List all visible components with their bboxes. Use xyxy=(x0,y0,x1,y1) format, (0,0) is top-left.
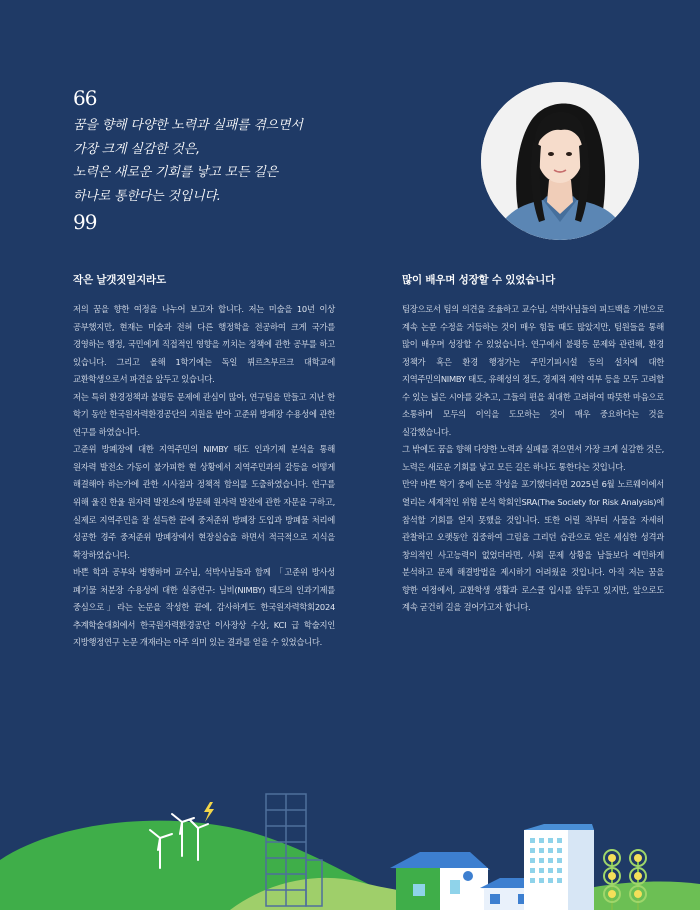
quote-text xyxy=(73,114,453,208)
quote-line: 하나로 통한다는 것입니다. xyxy=(73,188,221,204)
section-heading: 작은 날갯짓일지라도 xyxy=(73,274,166,286)
open-quote-mark: 66 xyxy=(73,86,97,110)
paragraph: 저는 특히 환경정책과 불평등 문제에 관심이 많아, 연구팀을 만들고 지난 한 학기 동안 한국원자력환경공단의 지원을 받아 고준위 방폐장 수용성에 관한 연구를 하였습니다. xyxy=(73,391,335,437)
quote-line: 노력은 새로운 기회를 낳고 모든 길은 xyxy=(73,165,279,180)
apartment-building xyxy=(524,824,594,910)
landscape-illustration xyxy=(0,780,700,910)
paragraph: 고준위 방폐장에 대한 지역주민의 NIMBY 태도 인과기제 분석을 통해 원자력 발전소 가동이 불가피한 현 상황에서 지역주민과의 갈등을 어떻게 해결해야 하는가에 관한 시사점과 정책적 함의를 도출하였습니다. 연구를 위해 울진 한울 원자력 발전소에 방문해 원자력 발전에 관한 자문을 구하고, 실제로 지역주민을 잘 설득한 끝에 중저준위 방폐장 도입과 방폐물 처리에 성공한 경주 중저준위 방폐장에서 현장실습을 하면서 적극적으로 지식을 확장하였습니다. xyxy=(73,444,335,560)
paragraph: 팀장으로서 팀의 의견을 조율하고 교수님, 석박사님들의 피드백을 기반으로 계속 논문 수정을 거듭하는 것이 매우 힘들 때도 많았지만, 팀원들을 통해 많이 배우며 성장할 수 있었습니다. 연구에서 불평등 문제와 관련해, 환경 정책가 혹은 환경 행정가는 주민기피시설 등의 설치에 대한 지역주민의NIMBY 태도, 유해성의 정도, 경제적 제약 여부 등을 모두 고려할 수 있는 넓은 시야를 갖추고, 그들의 편을 최대한 고려하여 따뜻한 마음으로 소통하며 모두의 이익을 도모하는 것이 매우 중요하다는 것을 실감했습니다. xyxy=(402,304,664,437)
quote-line: 가장 크게 실감한 것은, xyxy=(73,141,200,157)
paragraph: 그 밖에도 꿈을 향해 다양한 노력과 실패를 겪으면서 가장 크게 실감한 것은, 노력은 새로운 기회를 낳고 모든 길은 하나도 통한다는 것입니다. xyxy=(402,444,664,472)
right-column xyxy=(402,272,664,617)
house-illustration xyxy=(390,852,490,910)
quote-line: 꿈을 향해 다양한 노력과 실패를 겪으면서 xyxy=(73,118,303,133)
left-column xyxy=(73,272,335,652)
profile-photo xyxy=(481,82,639,240)
section-heading: 많이 배우며 성장할 수 있었습니다 xyxy=(402,274,556,286)
pull-quote xyxy=(73,88,453,232)
paragraph: 저의 꿈을 향한 여정을 나누어 보고자 합니다. 저는 미술을 10년 이상 공부했지만, 현재는 미술과 전혀 다른 행정학을 전공하여 크게 국가를 경영하는 행정, 국민에게 직접적인 영향을 끼치는 정책에 관한 공부를 하고 있습니다. 그리고 올해 1학기에는 독일 뷔르츠부르크 대학교에 교환학생으로서 파견을 앞두고 있습니다. xyxy=(73,304,335,385)
paragraph: 바쁜 학과 공부와 병행하며 교수님, 석박사님들과 함께 「고준위 방사성 폐기물 처분장 수용성에 대한 실증연구: 님비(NIMBY) 태도의 인과기제를 중심으로」라는 논문을 작성한 끝에, 감사하게도 한국원자력학회2024 추계학술대회에서 한국원자력환경공단 이사장상 수상, KCI 급 학술지인 지방행정연구 논문 개재라는 아주 의미 있는 결과를 얻을 수 있었습니다. xyxy=(73,567,335,648)
close-quote-mark: 99 xyxy=(73,210,97,234)
paragraph: 만약 바쁜 학기 중에 논문 작성을 포기했더라면 2025년 6월 노르웨이에서 열리는 세계적인 위험 분석 학회인SRA(The Society for Risk Analysis)에 참석할 기회를 얻지 못했을 것입니다. 또한 어릴 적부터 사물을 자세히 관찰하고 오랫동안 집중하여 그림을 그리던 습관으로 얻은 세심한 성격과 창의적인 사고능력이 없었더라면, 사회 문제 상황을 남들보다 예민하게 분석하고 문제 해결방법을 제시하기 어려웠을 것입니다. 아직 저는 꿈을 향한 여정에서, 교환학생 생활과 로스쿨 입시를 앞두고 있지만, 앞으로도 계속 굳건히 길을 걸어가고자 합니다. xyxy=(402,479,664,613)
lightning-icon xyxy=(204,802,214,822)
